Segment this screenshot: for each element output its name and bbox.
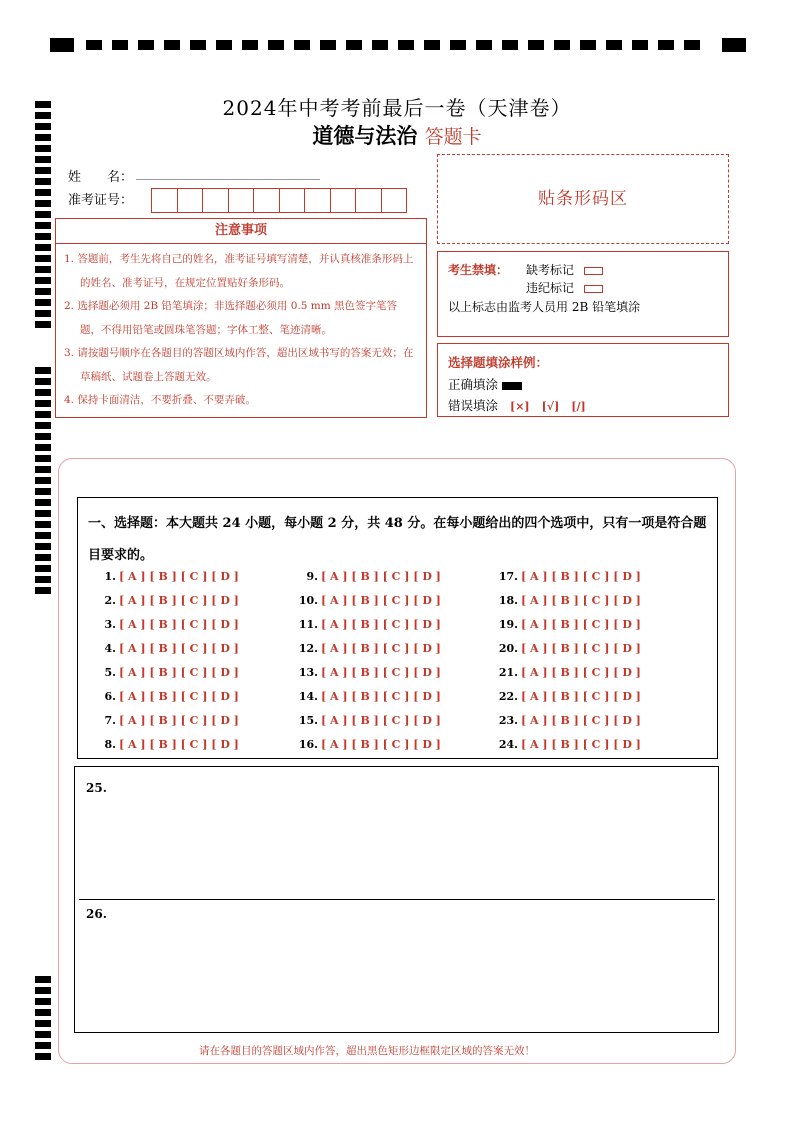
timing-mark xyxy=(35,156,51,163)
timing-mark xyxy=(35,987,51,994)
answer-options[interactable]: [ A ] [ B ] [ C ] [ D ] xyxy=(321,738,441,751)
timing-mark xyxy=(35,189,51,196)
answer-options[interactable]: [ A ] [ B ] [ C ] [ D ] xyxy=(119,570,239,583)
exam-bans-panel xyxy=(437,251,729,337)
choice-question xyxy=(496,690,641,703)
timing-mark xyxy=(554,40,570,50)
notice-list xyxy=(56,244,426,413)
question-number: 8. xyxy=(104,738,116,751)
timing-mark xyxy=(35,222,51,229)
timing-mark xyxy=(268,40,284,50)
choice-question xyxy=(96,666,239,679)
exam-id-label: 准考证号： xyxy=(68,193,134,208)
choice-question xyxy=(96,690,239,703)
exam-id-box[interactable] xyxy=(355,188,382,213)
notice-item: 1. 答题前，考生先将自己的姓名，准考证号填写清楚，并认真核准条形码上的姓名、准考证号，在规定位置贴好条形码。 xyxy=(64,253,414,289)
timing-mark xyxy=(346,40,362,50)
question-number: 13. xyxy=(298,666,318,679)
choice-question xyxy=(296,690,441,703)
question-number: 2. xyxy=(104,594,116,607)
timing-mark xyxy=(138,40,154,50)
choice-question xyxy=(496,570,641,583)
exam-id-box[interactable] xyxy=(177,188,204,213)
notice-item: 3. 请按题号顺序在各题目的答题区域内作答，超出区域书写的答案无效；在草稿纸、试题卷上答题无效。 xyxy=(64,347,414,383)
choice-question xyxy=(96,618,239,631)
choice-question xyxy=(96,642,239,655)
name-field[interactable] xyxy=(136,179,320,180)
question-number: 3. xyxy=(104,618,116,631)
timing-mark xyxy=(502,40,518,50)
timing-mark xyxy=(35,244,51,251)
correct-fill-row xyxy=(448,375,522,393)
question-number: 17. xyxy=(498,570,518,583)
timing-mark xyxy=(35,565,51,572)
choice-question xyxy=(296,714,441,727)
answer-options[interactable]: [ A ] [ B ] [ C ] [ D ] xyxy=(521,642,641,655)
timing-mark xyxy=(35,400,51,407)
answer-sheet-label: 答题卡 xyxy=(424,126,482,148)
wrong-fill-label: 错误填涂 xyxy=(448,398,499,413)
choice-question xyxy=(96,738,239,751)
timing-mark xyxy=(35,543,51,550)
exam-id-box[interactable] xyxy=(381,188,408,213)
question-number: 20. xyxy=(498,642,518,655)
notice-title: 注意事项 xyxy=(56,219,426,244)
question-number: 15. xyxy=(298,714,318,727)
exam-id-boxes[interactable] xyxy=(151,188,406,213)
timing-mark xyxy=(35,277,51,284)
question-number: 18. xyxy=(498,594,518,607)
timing-mark xyxy=(190,40,206,50)
timing-mark xyxy=(35,576,51,583)
wrong-fill-example: [×] xyxy=(510,400,530,413)
timing-mark xyxy=(320,40,336,50)
notice-item: 4. 保持卡面清洁，不要折叠、不要弄破。 xyxy=(64,394,256,406)
timing-mark xyxy=(35,211,51,218)
question-number: 5. xyxy=(104,666,116,679)
timing-mark xyxy=(684,40,700,50)
violation-mark-row xyxy=(526,279,603,296)
timing-mark xyxy=(35,510,51,517)
subject-title xyxy=(0,120,794,150)
question-number: 21. xyxy=(498,666,518,679)
answer-options[interactable]: [ A ] [ B ] [ C ] [ D ] xyxy=(119,618,239,631)
question-divider xyxy=(79,899,715,900)
timing-mark xyxy=(35,466,51,473)
timing-mark xyxy=(35,521,51,528)
timing-mark xyxy=(476,40,492,50)
timing-mark xyxy=(35,266,51,273)
exam-title: 2024年中考考前最后一卷（天津卷） xyxy=(222,96,572,120)
exam-id-box[interactable] xyxy=(304,188,331,213)
top-timing-marks xyxy=(50,38,746,52)
answer-options[interactable]: [ A ] [ B ] [ C ] [ D ] xyxy=(521,714,641,727)
answer-options[interactable]: [ A ] [ B ] [ C ] [ D ] xyxy=(321,690,441,703)
question-number: 7. xyxy=(104,714,116,727)
choice-question xyxy=(496,618,641,631)
wrong-fill-example: [√] xyxy=(541,400,560,413)
exam-id-box[interactable] xyxy=(330,188,357,213)
timing-mark xyxy=(35,233,51,240)
timing-mark xyxy=(35,310,51,317)
notice-item: 2. 选择题必须用 2B 铅笔填涂；非选择题必须用 0.5 mm 黑色签字笔答题，不得用铅笔或圆珠笔答题；字体工整、笔迹清晰。 xyxy=(64,300,398,336)
timing-mark xyxy=(35,433,51,440)
choice-question xyxy=(296,642,441,655)
choice-section xyxy=(77,497,718,759)
timing-mark xyxy=(112,40,128,50)
timing-mark xyxy=(35,1031,51,1038)
timing-mark xyxy=(424,40,440,50)
violation-mark-box[interactable] xyxy=(584,285,603,293)
timing-mark xyxy=(35,200,51,207)
timing-mark xyxy=(35,367,51,374)
question-number: 10. xyxy=(298,594,318,607)
timing-mark xyxy=(86,40,102,50)
timing-mark xyxy=(398,40,414,50)
answer-options[interactable]: [ A ] [ B ] [ C ] [ D ] xyxy=(321,618,441,631)
timing-mark xyxy=(294,40,310,50)
question-number: 12. xyxy=(298,642,318,655)
timing-mark xyxy=(658,40,674,50)
question-number: 19. xyxy=(498,618,518,631)
choice-question xyxy=(96,714,239,727)
question-number: 9. xyxy=(306,570,318,583)
timing-mark xyxy=(372,40,388,50)
exam-id-box[interactable] xyxy=(151,188,178,213)
question-number: 6. xyxy=(104,690,116,703)
answer-options[interactable]: [ A ] [ B ] [ C ] [ D ] xyxy=(521,594,641,607)
choice-question xyxy=(96,570,239,583)
timing-mark xyxy=(35,455,51,462)
timing-mark xyxy=(35,587,51,594)
choice-heading: 一、选择题：本大题共 24 小题，每小题 2 分，共 48 分。在每小题给出的四个选项中，只有一项是符合题目要求的。 xyxy=(88,516,707,563)
timing-mark xyxy=(35,321,51,328)
fill-sample-panel xyxy=(437,343,729,417)
timing-mark xyxy=(35,411,51,418)
timing-mark xyxy=(35,178,51,185)
timing-mark xyxy=(35,532,51,539)
choice-question xyxy=(296,738,441,751)
answer-options[interactable]: [ A ] [ B ] [ C ] [ D ] xyxy=(321,642,441,655)
timing-mark xyxy=(35,255,51,262)
timing-mark xyxy=(35,422,51,429)
timing-mark xyxy=(35,554,51,561)
question-number: 23. xyxy=(498,714,518,727)
absent-mark-row xyxy=(526,261,603,278)
footer-warning: 请在各题目的答题区域内作答，超出黑色矩形边框限定区域的答案无效！ xyxy=(199,1045,535,1057)
choice-question xyxy=(296,594,441,607)
answer-options[interactable]: [ A ] [ B ] [ C ] [ D ] xyxy=(521,738,641,751)
question-number: 1. xyxy=(104,570,116,583)
answer-options[interactable]: [ A ] [ B ] [ C ] [ D ] xyxy=(119,690,239,703)
exam-id-box[interactable] xyxy=(228,188,255,213)
timing-mark xyxy=(35,444,51,451)
timing-mark xyxy=(35,1009,51,1016)
open-questions-section xyxy=(74,766,719,1033)
timing-mark xyxy=(164,40,180,50)
absent-mark-label: 缺考标记 xyxy=(526,263,575,277)
answer-options[interactable]: [ A ] [ B ] [ C ] [ D ] xyxy=(119,594,239,607)
timing-mark xyxy=(35,378,51,385)
exam-id-box[interactable] xyxy=(279,188,306,213)
answer-options[interactable]: [ A ] [ B ] [ C ] [ D ] xyxy=(321,594,441,607)
timing-mark xyxy=(35,299,51,306)
name-label: 姓 名： xyxy=(68,170,134,185)
question-number: 14. xyxy=(298,690,318,703)
answer-options[interactable]: [ A ] [ B ] [ C ] [ D ] xyxy=(119,642,239,655)
filled-mark-icon xyxy=(502,382,522,390)
answer-options[interactable]: [ A ] [ B ] [ C ] [ D ] xyxy=(521,666,641,679)
choice-question xyxy=(296,618,441,631)
timing-mark xyxy=(35,288,51,295)
choice-question xyxy=(496,594,641,607)
timing-mark xyxy=(35,389,51,396)
bans-label: 考生禁填： xyxy=(448,263,509,277)
absent-mark-box[interactable] xyxy=(584,267,603,275)
choice-question xyxy=(496,738,641,751)
timing-mark xyxy=(35,488,51,495)
wrong-fill-example: [/] xyxy=(571,400,586,413)
timing-mark xyxy=(216,40,232,50)
answer-options[interactable]: [ A ] [ B ] [ C ] [ D ] xyxy=(321,714,441,727)
answer-options[interactable]: [ A ] [ B ] [ C ] [ D ] xyxy=(521,618,641,631)
correct-fill-label: 正确填涂 xyxy=(448,377,499,392)
timing-mark xyxy=(35,998,51,1005)
answer-options[interactable]: [ A ] [ B ] [ C ] [ D ] xyxy=(119,738,239,751)
answer-options[interactable]: [ A ] [ B ] [ C ] [ D ] xyxy=(119,666,239,679)
timing-mark xyxy=(632,40,648,50)
question-number: 11. xyxy=(298,618,318,631)
timing-mark xyxy=(35,976,51,983)
left-timing-marks-middle xyxy=(35,367,51,598)
question-25-label: 25. xyxy=(86,781,107,795)
exam-id-box[interactable] xyxy=(202,188,229,213)
answer-options[interactable]: [ A ] [ B ] [ C ] [ D ] xyxy=(321,570,441,583)
choice-question xyxy=(296,570,441,583)
timing-mark xyxy=(35,1020,51,1027)
answer-options[interactable]: [ A ] [ B ] [ C ] [ D ] xyxy=(521,690,641,703)
timing-mark xyxy=(450,40,466,50)
barcode-area: 贴条形码区 xyxy=(437,154,729,244)
choice-question xyxy=(496,642,641,655)
timing-mark xyxy=(528,40,544,50)
violation-mark-label: 违纪标记 xyxy=(526,281,575,295)
subject-name: 道德与法治 xyxy=(312,123,418,148)
question-number: 16. xyxy=(298,738,318,751)
notice-panel xyxy=(55,218,427,418)
choice-question xyxy=(496,714,641,727)
answer-options[interactable]: [ A ] [ B ] [ C ] [ D ] xyxy=(521,570,641,583)
choice-question xyxy=(296,666,441,679)
answer-options[interactable]: [ A ] [ B ] [ C ] [ D ] xyxy=(119,714,239,727)
timing-mark xyxy=(722,38,746,52)
choice-question xyxy=(496,666,641,679)
timing-mark xyxy=(580,40,596,50)
timing-mark xyxy=(35,477,51,484)
question-number: 24. xyxy=(498,738,518,751)
timing-mark xyxy=(50,38,74,52)
question-26-label: 26. xyxy=(86,907,107,921)
timing-mark xyxy=(242,40,258,50)
wrong-fill-row xyxy=(448,396,586,414)
question-number: 22. xyxy=(498,690,518,703)
choice-question xyxy=(96,594,239,607)
bans-note: 以上标志由监考人员用 2B 铅笔填涂 xyxy=(448,300,641,314)
timing-mark xyxy=(35,499,51,506)
exam-id-box[interactable] xyxy=(253,188,280,213)
answer-options[interactable]: [ A ] [ B ] [ C ] [ D ] xyxy=(321,666,441,679)
timing-mark xyxy=(35,167,51,174)
question-number: 4. xyxy=(104,642,116,655)
timing-mark xyxy=(606,40,622,50)
fill-sample-label: 选择题填涂样例： xyxy=(448,355,549,370)
